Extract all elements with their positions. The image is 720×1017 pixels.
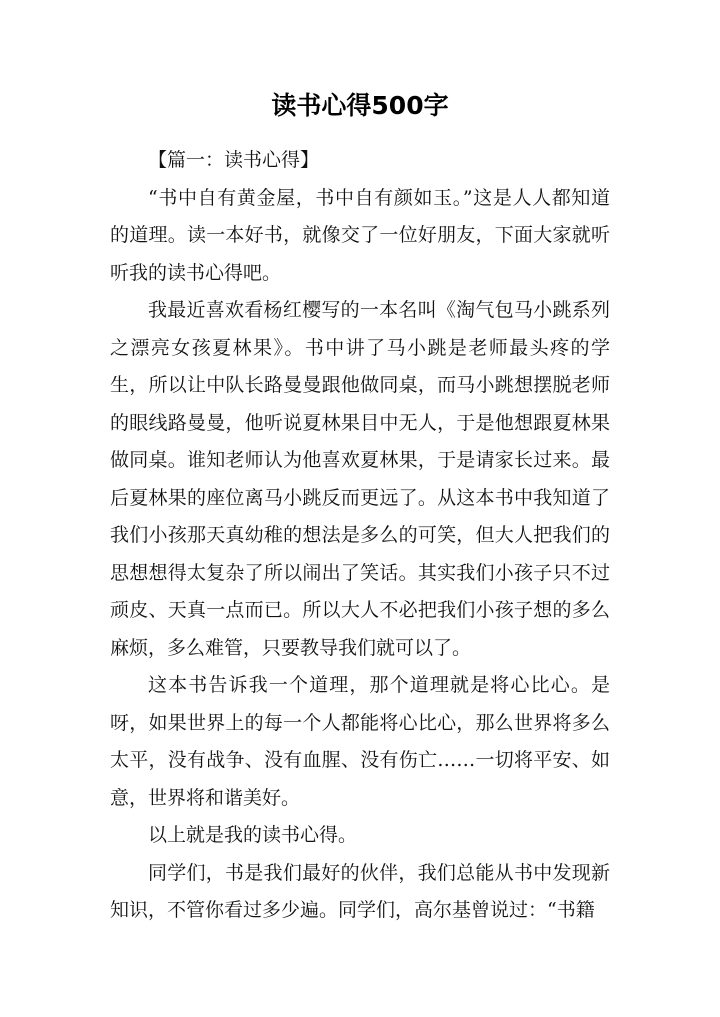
paragraph-intro: “书中自有黄金屋，书中自有颜如玉。”这是人人都知道的道理。读一本好书，就像交了一位好朋友，下面大家就听听我的读书心得吧。 [110,186,610,284]
paragraph-closing: 同学们，书是我们最好的伙伴，我们总能从书中发现新知识，不管你看过多少遍。同学们，高尔基曾说过：“书籍 [110,861,610,921]
section-label: 【篇一：读书心得】 [148,149,320,171]
paragraph-book-summary: 我最近喜欢看杨红樱写的一本名叫《淘气包马小跳系列之漂亮女孩夏林果》。书中讲了马小跳是老师最头疼的学生，所以让中队长路曼曼跟他做同桌，而马小跳想摆脱老师的眼线路曼曼，他听说夏林果目中无人，于是他想跟夏林果做同桌。谁知老师认为他喜欢夏林果，于是请家长过来。最后夏林果的座位离马小跳反而更远了。从这本书中我知道了我们小孩那天真幼稚的想法是多么的可笑，但大人把我们的思想想得太复杂了所以闹出了笑话。其实我们小孩子只不过顽皮、天真一点而已。所以大人不必把我们小孩子想的多么麻烦，多么难管，只要教导我们就可以了。 [110,299,610,659]
document-title: 读书心得500字 [271,91,449,120]
paragraph-lesson: 这本书告诉我一个道理，那个道理就是将心比心。是呀，如果世界上的每一个人都能将心比心，那么世界将多么太平，没有战争、没有血腥、没有伤亡……一切将平安、如意，世界将和谐美好。 [110,674,610,809]
paragraph-conclusion: 以上就是我的读书心得。 [148,824,358,846]
document-body [110,142,610,930]
